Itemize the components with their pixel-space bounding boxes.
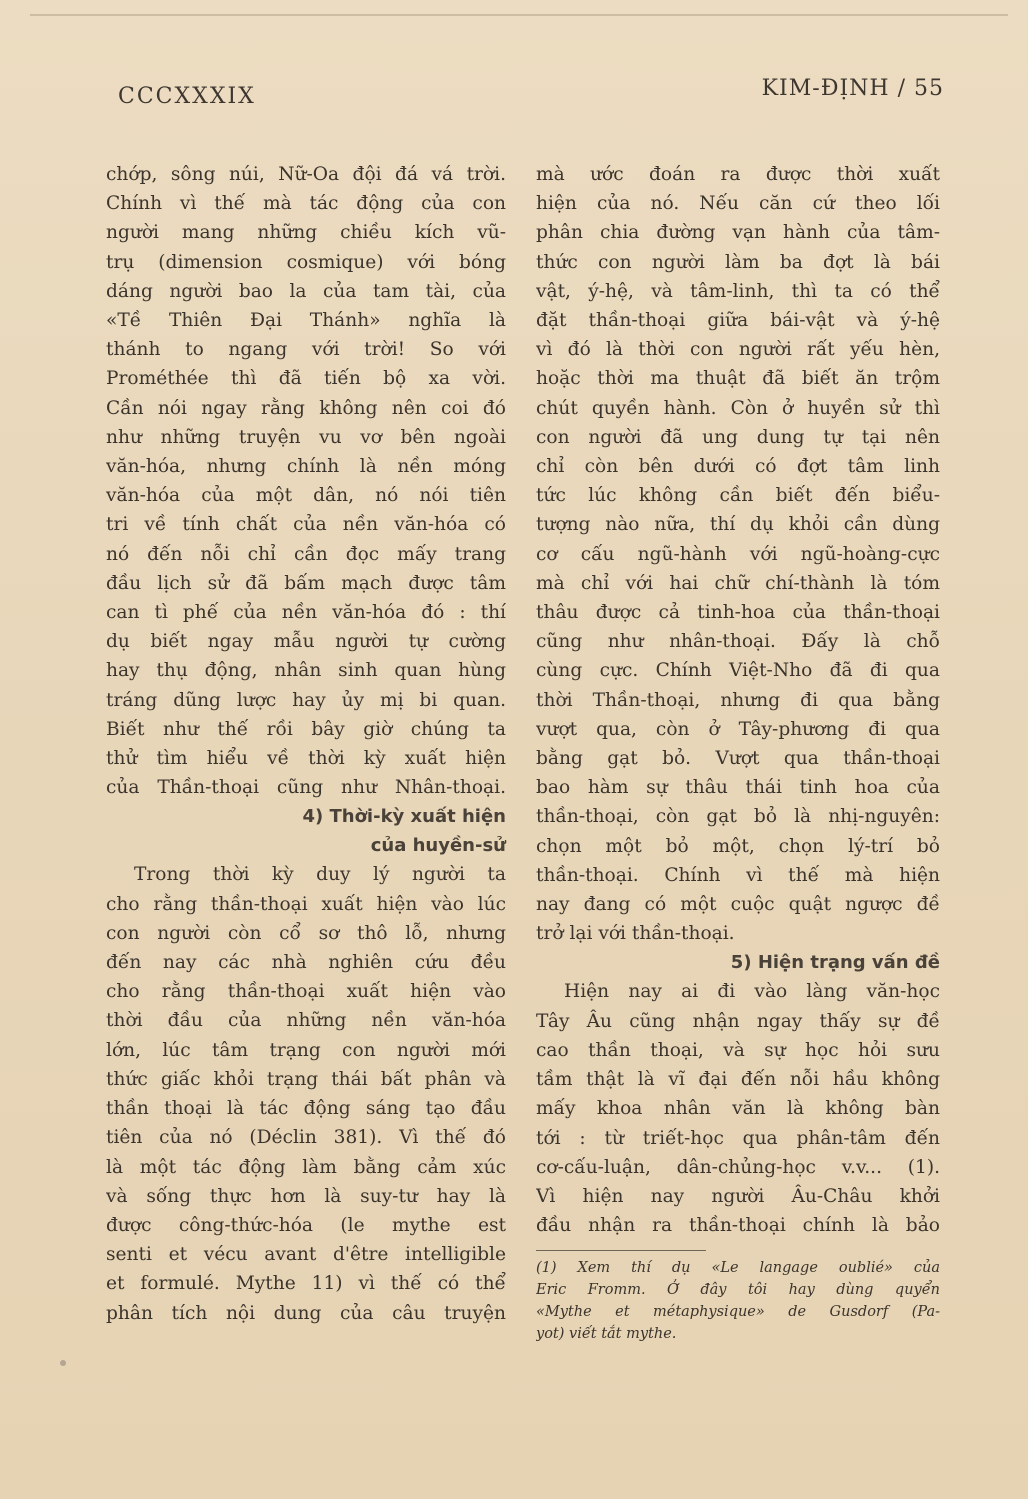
text-line: nó đến nỗi chỉ cần đọc mấy trang <box>106 543 506 565</box>
text-line: thử tìm hiểu về thời kỳ xuất hiện <box>106 748 506 770</box>
text-line: đặt thần-thoại giữa bái-vật và ý-hệ <box>536 310 940 332</box>
section-heading: 5) Hiện trạng vấn đề <box>730 952 940 974</box>
text-line: et formulé. Mythe 11) vì thế có thể <box>106 1273 506 1295</box>
text-line: hoặc thời ma thuật đã biết ăn trộm <box>536 368 940 390</box>
footnote-line: Eric Fromm. Ở đây tôi hay dùng quyển <box>536 1282 940 1299</box>
text-line: Prométhée thì đã tiến bộ xa vời. <box>106 368 506 390</box>
text-line: con người còn cổ sơ thô lỗ, nhưng <box>106 922 506 944</box>
text-line: bao hàm sự thâu thái tinh hoa của <box>536 777 940 799</box>
text-line: thời Thần-thoại, nhưng đi qua bằng <box>536 689 940 711</box>
text-line: mà ước đoán ra được thời xuất <box>536 164 940 185</box>
text-line: thánh to ngang với trời! So với <box>106 339 506 361</box>
text-line: tầm thật là vĩ đại đến nỗi hầu không <box>536 1069 940 1091</box>
text-line: dáng người bao la của tam tài, của <box>106 280 506 302</box>
text-line: cơ-cấu-luận, dân-chủng-học v.v... (1). <box>536 1156 940 1178</box>
left-text-column <box>106 160 506 1328</box>
text-line: senti et vécu avant d'être intelligible <box>106 1244 506 1266</box>
footnote-line: yot) viết tắt mythe. <box>536 1326 677 1343</box>
text-line: thức con người làm ba đợt là bái <box>536 251 940 273</box>
text-line: Chính vì thế mà tác động của con <box>106 193 506 215</box>
text-line: văn-hóa của một dân, nó nói tiên <box>106 485 506 507</box>
text-line: đến nay các nhà nghiên cứu đều <box>106 952 506 974</box>
text-line: của Thần-thoại cũng như Nhân-thoại. <box>106 777 506 799</box>
text-line: cao thần thoại, và sự học hỏi sưu <box>536 1039 940 1061</box>
text-line: tượng nào nữa, thí dụ khỏi cần dùng <box>536 514 940 536</box>
text-line: thức giấc khỏi trạng thái bất phân và <box>106 1068 506 1090</box>
text-line: lớn, lúc tâm trạng con người mới <box>106 1039 506 1061</box>
text-line: tráng dũng lược hay ủy mị bi quan. <box>106 689 506 711</box>
text-line: bằng gạt bỏ. Vượt qua thần-thoại <box>536 748 940 770</box>
text-line: người mang những chiều kích vũ- <box>106 222 506 244</box>
text-line: là một tác động làm bằng cảm xúc <box>106 1156 506 1178</box>
text-line: như những truyện vu vơ bên ngoài <box>106 426 506 448</box>
text-line: cùng cực. Chính Việt-Nho đã đi qua <box>536 660 940 682</box>
text-line: đầu lịch sử đã bấm mạch được tâm <box>106 572 506 594</box>
paper-speck <box>60 1360 66 1366</box>
footnote-line: «Mythe et métaphysique» de Gusdorf (Pa- <box>536 1304 940 1321</box>
text-line: hay thụ động, nhân sinh quan hùng <box>106 660 506 682</box>
text-line: văn-hóa, nhưng chính là nền móng <box>106 456 506 478</box>
text-line: thời đầu của những nền văn-hóa <box>106 1010 506 1032</box>
footnote-rule <box>536 1250 706 1251</box>
text-line: Trong thời kỳ duy lý người ta <box>134 864 506 886</box>
text-line: tiên của nó (Déclin 381). Vì thế đó <box>106 1127 506 1149</box>
text-line: phân tích nội dung của câu truyện <box>106 1302 506 1324</box>
text-line: hiện của nó. Nếu căn cứ theo lối <box>536 193 940 215</box>
text-line: Cần nói ngay rằng không nên coi đó <box>106 397 506 419</box>
text-line: con người đã ung dung tự tại nên <box>536 426 940 448</box>
text-line: trở lại với thần-thoại. <box>536 923 735 945</box>
page-header-author-page: KIM-ĐỊNH / 55 <box>761 76 944 101</box>
text-line: được công-thức-hóa (le mythe est <box>106 1214 506 1236</box>
right-text-column <box>536 160 940 1345</box>
text-line: thâu được cả tinh-hoa của thần-thoại <box>536 602 940 624</box>
section-heading: của huyền-sử <box>370 835 506 857</box>
text-line: và sống thực hơn là suy-tư hay là <box>106 1185 506 1207</box>
text-line: tức lúc không cần biết đến biểu- <box>536 485 940 507</box>
text-line: mấy khoa nhân văn là không bàn <box>536 1098 940 1120</box>
text-line: cũng như nhân-thoại. Đấy là chỗ <box>536 631 940 653</box>
text-line: chớp, sông núi, Nữ-Oa đội đá vá trời. <box>106 164 506 185</box>
text-line: mà chỉ với hai chữ chí-thành là tóm <box>536 572 940 594</box>
text-line: đầu nhận ra thần-thoại chính là bảo <box>536 1215 940 1237</box>
text-line: dụ biết ngay mẫu người tự cường <box>106 631 506 653</box>
top-edge-rule <box>30 14 1008 16</box>
text-line: can tì phế của nền văn-hóa đó : thí <box>106 602 506 624</box>
text-line: «Tề Thiên Đại Thánh» nghĩa là <box>106 310 506 332</box>
page-header-roman-numeral: CCCXXXIX <box>118 84 256 109</box>
text-line: Hiện nay ai đi vào làng văn-học <box>564 981 940 1003</box>
text-line: Vì hiện nay người Âu-Châu khởi <box>536 1185 940 1207</box>
text-line: tri về tính chất của nền văn-hóa có <box>106 514 506 536</box>
text-line: thần-thoại, còn gạt bỏ là nhị-nguyên: <box>536 806 940 828</box>
text-line: thần-thoại. Chính vì thế mà hiện <box>536 864 940 886</box>
text-line: vượt qua, còn ở Tây-phương đi qua <box>536 718 940 740</box>
text-line: chút quyền hành. Còn ở huyền sử thì <box>536 397 940 419</box>
section-heading: 4) Thời-kỳ xuất hiện <box>302 806 506 828</box>
text-line: chọn một bỏ một, chọn lý-trí bỏ <box>536 835 940 857</box>
text-line: cho rằng thần-thoại xuất hiện vào lúc <box>106 893 506 915</box>
text-line: nay đang có một cuộc quật ngược đề <box>536 894 940 916</box>
text-line: chỉ còn bên dưới có đợt tâm linh <box>536 456 940 478</box>
text-line: vật, ý-hệ, và tâm-linh, thì ta có thể <box>536 280 940 302</box>
text-line: cơ cấu ngũ-hành với ngũ-hoàng-cực <box>536 543 940 565</box>
footnote-line: (1) Xem thí dụ «Le langage oublié» của <box>536 1260 940 1277</box>
text-line: tới : từ triết-học qua phân-tâm đến <box>536 1127 940 1149</box>
text-line: thần thoại là tác động sáng tạo đầu <box>106 1098 506 1120</box>
text-line: Tây Âu cũng nhận ngay thấy sự đề <box>536 1010 940 1032</box>
text-line: phân chia đường vạn hành của tâm- <box>536 222 940 244</box>
text-line: trụ (dimension cosmique) với bóng <box>106 251 506 273</box>
text-line: Biết như thế rồi bây giờ chúng ta <box>106 718 506 740</box>
text-line: vì đó là thời con người rất yếu hèn, <box>536 339 940 361</box>
text-line: cho rằng thần-thoại xuất hiện vào <box>106 981 506 1003</box>
